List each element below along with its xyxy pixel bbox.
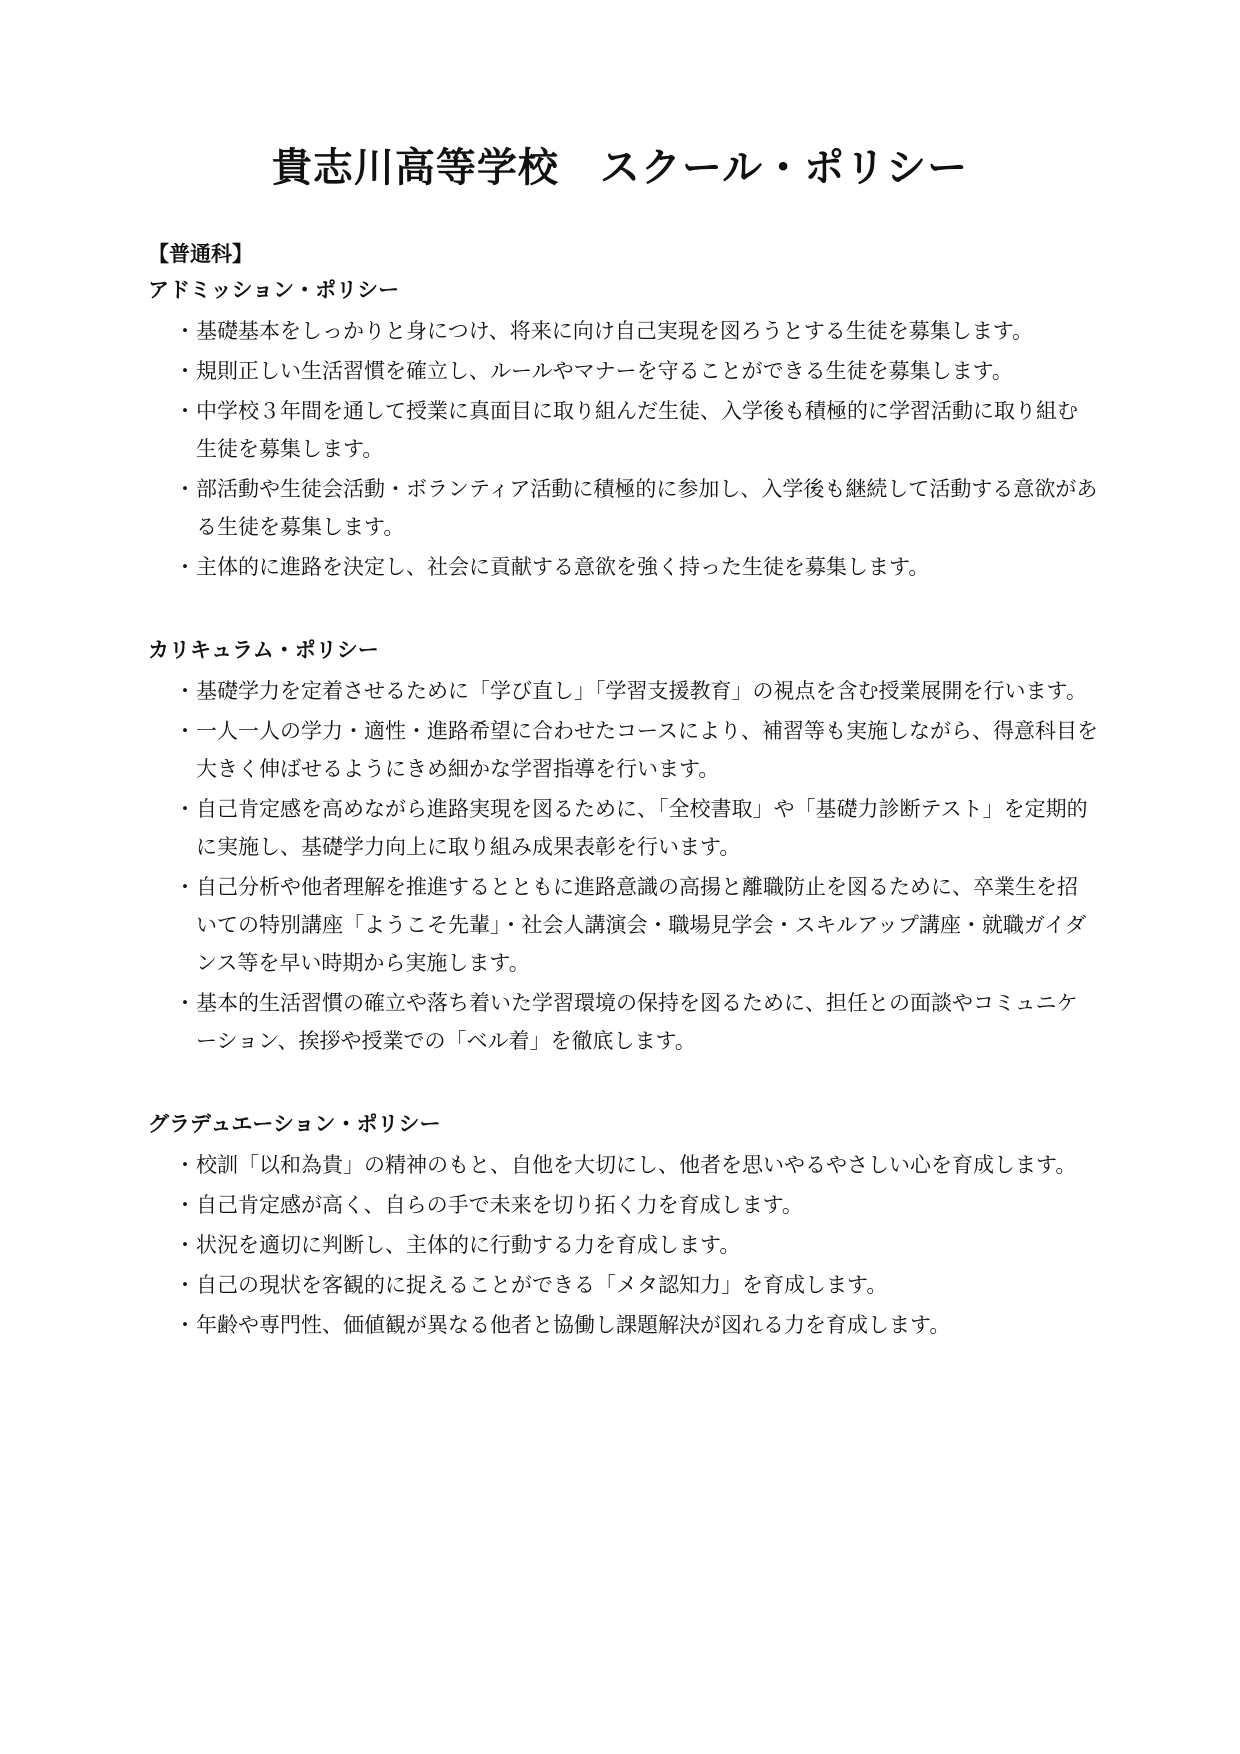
bullet: ・ — [174, 477, 196, 501]
section-heading: カリキュラム・ポリシー — [148, 638, 379, 662]
section-heading: グラデュエーション・ポリシー — [148, 1112, 441, 1136]
bullet: ・ — [174, 399, 196, 423]
graduation-policy-section — [148, 1106, 1098, 1344]
policy-item — [174, 712, 1098, 788]
policy-text: 基礎学力を定着させるために「学び直し」「学習支援教育」の視点を含む授業展開を行います。 — [196, 679, 1087, 703]
department-label: 【普通科】 — [148, 242, 253, 266]
policy-text: 規則正しい生活習慣を確立し、ルールやマナーを守ることができる生徒を募集します。 — [196, 359, 1013, 383]
bullet: ・ — [174, 797, 196, 821]
policy-item — [174, 1306, 1098, 1344]
bullet: ・ — [174, 1273, 196, 1297]
policy-item — [174, 548, 1098, 586]
policy-text: 一人一人の学力・適性・進路希望に合わせたコースにより、補習等も実施しながら、得意科目を大きく伸ばせるようにきめ細かな学習指導を行います。 — [196, 719, 1098, 781]
policy-list — [148, 1146, 1098, 1344]
policy-text: 基礎基本をしっかりと身につけ、将来に向け自己実現を図ろうとする生徒を募集します。 — [196, 319, 1034, 343]
section-heading: アドミッション・ポリシー — [148, 278, 400, 302]
policy-item — [174, 352, 1098, 390]
policy-item — [174, 392, 1098, 468]
document-content — [148, 236, 1098, 1346]
policy-text: 自己肯定感が高く、自らの手で未来を切り拓く力を育成します。 — [196, 1193, 803, 1217]
policy-item — [174, 868, 1098, 982]
bullet: ・ — [174, 1193, 196, 1217]
policy-item — [174, 312, 1098, 350]
policy-item — [174, 1226, 1098, 1264]
policy-text: 自己の現状を客観的に捉えることができる「メタ認知力」を育成します。 — [196, 1273, 888, 1297]
bullet: ・ — [174, 1233, 196, 1257]
policy-text: 中学校３年間を通して授業に真面目に取り組んだ生徒、入学後も積極的に学習活動に取り組む生徒を募集します。 — [196, 399, 1078, 461]
policy-list — [148, 312, 1098, 586]
policy-text: 主体的に進路を決定し、社会に貢献する意欲を強く持った生徒を募集します。 — [196, 555, 930, 579]
policy-text: 自己肯定感を高めながら進路実現を図るために、「全校書取」や「基礎力診断テスト」を定期的に実施し、基礎学力向上に取り組み成果表彰を行います。 — [196, 797, 1088, 859]
document-title: 貴志川高等学校 スクール・ポリシー — [271, 145, 969, 191]
bullet: ・ — [174, 1313, 196, 1337]
policy-item — [174, 672, 1098, 710]
bullet: ・ — [174, 991, 196, 1015]
policy-list — [148, 672, 1098, 1060]
bullet: ・ — [174, 319, 196, 343]
policy-item — [174, 984, 1098, 1060]
bullet: ・ — [174, 359, 196, 383]
policy-text: 校訓「以和為貴」の精神のもと、自他を大切にし、他者を思いやるやさしい心を育成します。 — [196, 1153, 1077, 1177]
bullet: ・ — [174, 875, 196, 899]
bullet: ・ — [174, 555, 196, 579]
policy-item — [174, 470, 1098, 546]
policy-item — [174, 1146, 1098, 1184]
policy-item — [174, 790, 1098, 866]
policy-text: 自己分析や他者理解を推進するとともに進路意識の高揚と離職防止を図るために、卒業生を招いての特別講座「ようこそ先輩」・社会人講演会・職場見学会・スキルアップ講座・就職ガイダンス等を早い時期から実施します。 — [196, 875, 1087, 975]
policy-item — [174, 1186, 1098, 1224]
curriculum-policy-section — [148, 632, 1098, 1060]
bullet: ・ — [174, 719, 196, 743]
admission-policy-section — [148, 272, 1098, 586]
policy-text: 部活動や生徒会活動・ボランティア活動に積極的に参加し、入学後も継続して活動する意欲がある生徒を募集します。 — [196, 477, 1098, 539]
bullet: ・ — [174, 1153, 196, 1177]
policy-item — [174, 1266, 1098, 1304]
bullet: ・ — [174, 679, 196, 703]
policy-text: 状況を適切に判断し、主体的に行動する力を育成します。 — [196, 1233, 741, 1257]
policy-text: 年齢や専門性、価値観が異なる他者と協働し課題解決が図れる力を育成します。 — [196, 1313, 951, 1337]
policy-text: 基本的生活習慣の確立や落ち着いた学習環境の保持を図るために、担任との面談やコミュニケーション、挨拶や授業での「ベル着」を徹底します。 — [196, 991, 1078, 1053]
